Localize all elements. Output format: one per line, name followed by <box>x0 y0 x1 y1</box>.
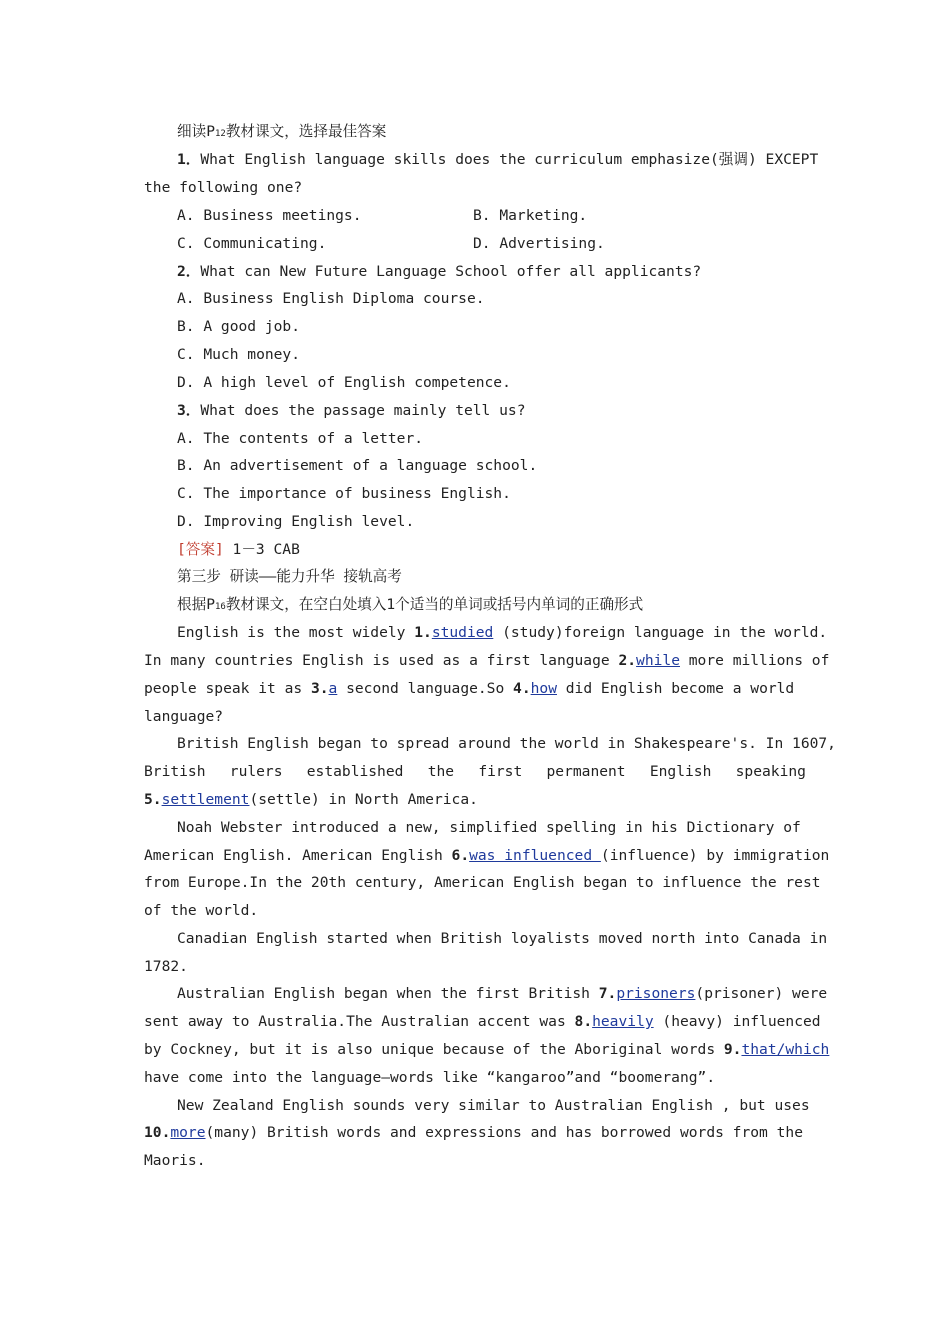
question-2: 2．What can New Future Language School offer all applicants? <box>177 263 702 280</box>
reading-instruction: 细读P12教材课文，选择最佳答案 <box>177 123 387 140</box>
answer-blank: prisoners <box>616 985 696 1002</box>
question-1-cont: the following one? <box>144 179 303 196</box>
option: C. The importance of business English. <box>177 485 511 502</box>
option-row: C. Communicating. D. Advertising. <box>177 235 605 252</box>
answer-blank: more <box>170 1124 206 1141</box>
answer-line: [答案] 1－3 CAB <box>177 541 300 558</box>
passage-line: Noah Webster introduced a new, simplified spelling in his Dictionary of <box>177 819 801 836</box>
passage-line: of the world. <box>144 902 259 919</box>
passage-line: sent away to Australia.The Australian accent was 8.heavily (heavy) influenced <box>144 1013 821 1030</box>
passage-line: 5.settlement(settle) in North America. <box>144 791 478 808</box>
passage-line: by Cockney, but it is also unique because of the Aboriginal words 9.that/which <box>144 1041 830 1058</box>
option: B. A good job. <box>177 318 301 335</box>
option: A. The contents of a letter. <box>177 430 424 447</box>
question-1: 1．What English language skills does the curriculum emphasize(强调) EXCEPT <box>177 151 819 168</box>
step-heading: 第三步 研读——能力升华 接轨高考 <box>177 568 402 585</box>
answer-blank: a <box>328 680 338 697</box>
passage-line: from Europe.In the 20th century, American English began to influence the rest <box>144 874 821 891</box>
passage-line: British English began to spread around the world in Shakespeare's. In 1607, <box>177 735 836 752</box>
question-3: 3．What does the passage mainly tell us? <box>177 402 526 419</box>
option-row: A. Business meetings. B. Marketing. <box>177 207 588 224</box>
answer-blank: how <box>530 680 557 697</box>
option: B. An advertisement of a language school. <box>177 457 538 474</box>
passage-line: Maoris. <box>144 1152 206 1169</box>
answer-blank: studied <box>431 624 494 641</box>
passage-line: people speak it as 3.a second language.So 4.how did English become a world <box>144 680 795 697</box>
passage-line: Canadian English started when British loyalists moved north into Canada in <box>177 930 828 947</box>
passage-line: Australian English began when the first British 7.prisoners(prisoner) were <box>177 985 828 1002</box>
option: C. Much money. <box>177 346 301 363</box>
passage-line: American English. American English 6.was influenced (influence) by immigration <box>144 847 830 864</box>
passage-line: English is the most widely 1.studied (study)foreign language in the world. <box>177 624 828 641</box>
option: A. Business English Diploma course. <box>177 290 485 307</box>
answer-blank: while <box>636 652 680 669</box>
passage-line: 1782. <box>144 958 188 975</box>
answer-blank: settlement <box>161 791 250 808</box>
passage-line: have come into the language—words like “kangaroo”and “boomerang”. <box>144 1069 716 1086</box>
passage-line: language? <box>144 708 224 725</box>
passage-line: In many countries English is used as a first language 2.while more millions of <box>144 652 830 669</box>
passage-line: British rulers established the first permanent English speaking <box>144 763 806 780</box>
option: D. Improving English level. <box>177 513 415 530</box>
option: D. A high level of English competence. <box>177 374 511 391</box>
fill-instruction: 根据P16教材课文，在空白处填入1个适当的单词或括号内单词的正确形式 <box>177 596 644 613</box>
answer-blank: that/which <box>741 1041 830 1058</box>
answer-label: [答案] <box>177 541 224 558</box>
answer-blank: heavily <box>592 1013 654 1030</box>
passage-line: 10.more(many) British words and expressions and has borrowed words from the <box>144 1124 803 1141</box>
answer-blank: was influenced <box>469 847 601 864</box>
passage-line: New Zealand English sounds very similar to Australian English , but uses <box>177 1097 810 1114</box>
